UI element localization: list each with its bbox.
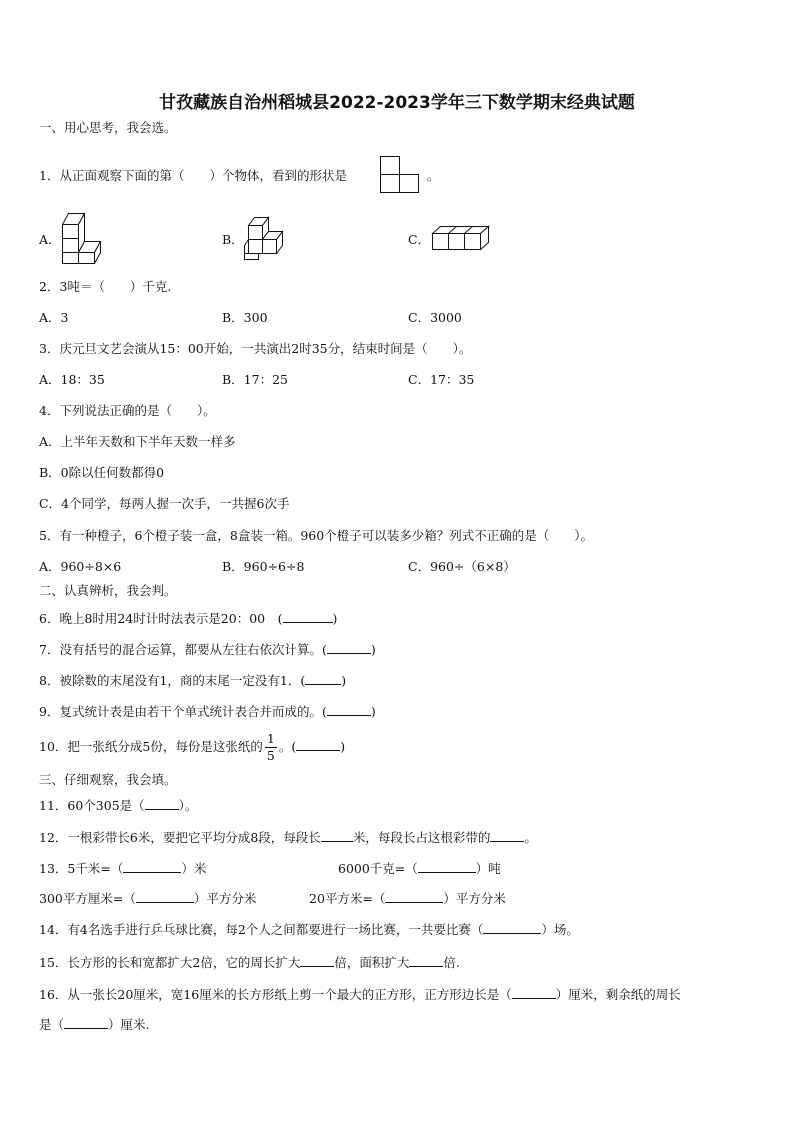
question-15 [39, 954, 460, 972]
question-6 [39, 610, 337, 628]
question-16-row-1 [39, 986, 681, 1004]
option-5c: C．960÷（6×8） [408, 559, 516, 574]
question-16-part-a: 16．从一张长20厘米，宽16厘米的长方形纸上剪一个最大的正方形，正方形边长是（ [39, 987, 512, 1002]
question-14-text: 14．有4名选手进行乒乓球比赛，每2个人之间都要进行一场比赛，一共要比赛（ [39, 922, 484, 937]
question-13-row-1 [39, 860, 206, 878]
question-16-part-c: 是（ [39, 1017, 65, 1032]
question-8 [39, 672, 346, 690]
question-5: 5．有一种橙子，6个橙子装一盒，8盒装一箱。960个橙子可以装多少箱？列式不正确的是（ ）。 [39, 528, 593, 543]
question-12-part-c: 。 [524, 830, 537, 845]
answer-blank[interactable] [145, 797, 179, 810]
question-2: 2．3吨＝（ ）千克. [39, 279, 172, 294]
answer-blank[interactable] [300, 954, 334, 967]
question-3: 3．庆元旦文艺会演从15：00开始，一共演出2时35分，结束时间是（ ）。 [39, 341, 472, 356]
question-13-part-b: 6000千克=（ [338, 861, 418, 876]
question-13-part-a: 13．5千米=（ [39, 861, 124, 876]
answer-blank[interactable] [327, 641, 371, 654]
question-1-text: 1．从正面观察下面的第（ ）个物体，看到的形状是 [39, 168, 347, 183]
question-14 [39, 921, 579, 939]
answer-blank[interactable] [123, 860, 181, 873]
question-12-part-b: 米，每段长占这根彩带的 [352, 830, 491, 845]
answer-blank[interactable] [512, 986, 556, 999]
question-10 [39, 730, 345, 764]
question-15-part-c: 倍. [443, 955, 460, 970]
option-1c: C． [408, 232, 431, 247]
cube-stack-a-icon [60, 211, 100, 265]
question-7-close: ) [370, 642, 376, 657]
question-8-text: 8．被除数的末尾没有1，商的末尾一定没有1．( [39, 673, 306, 688]
answer-blank[interactable] [283, 610, 333, 623]
question-6-text: 6．晚上8时用24时计时法表示是20：00 ( [39, 611, 283, 626]
question-13-row-2 [39, 890, 256, 908]
section-heading-2: 二、认真辨析，我会判。 [39, 583, 177, 598]
question-13-part-b-unit: ）吨 [475, 861, 501, 876]
option-4a: A．上半年天数和下半年天数一样多 [39, 434, 236, 449]
question-7 [39, 641, 376, 659]
option-4c: C．4个同学，每两人握一次手，一共握6次手 [39, 496, 290, 511]
answer-blank[interactable] [385, 890, 443, 903]
question-13-part-d: 20平方米=（ [309, 891, 386, 906]
option-1a: A． [39, 232, 61, 247]
question-14-close: ）场。 [541, 922, 579, 937]
question-11 [39, 797, 197, 815]
question-8-close: ) [341, 673, 347, 688]
question-1 [39, 167, 347, 185]
answer-blank[interactable] [321, 829, 353, 842]
page-title: 甘孜藏族自治州稻城县2022-2023学年三下数学期末经典试题 [159, 93, 635, 113]
question-9-close: ) [370, 704, 376, 719]
question-6-close: ) [332, 611, 338, 626]
question-10-close: ) [340, 739, 346, 754]
option-2b: B．300 [222, 310, 268, 325]
question-12 [39, 829, 537, 847]
answer-blank[interactable] [490, 829, 524, 842]
question-12-part-a: 12．一根彩带长6米，要把它平均分成8段，每段长 [39, 830, 321, 845]
option-3b: B．17：25 [222, 372, 288, 387]
answer-blank[interactable] [409, 954, 443, 967]
question-11-close: ）。 [178, 798, 198, 813]
option-2c: C．3000 [408, 310, 462, 325]
option-5a: A．960÷8×6 [39, 559, 122, 574]
question-13-part-a-unit: ）米 [181, 861, 207, 876]
question-16-part-b: ）厘米，剩余纸的周长 [555, 987, 681, 1002]
question-10-tail: 。( [278, 739, 297, 754]
question-10-text: 10．把一张纸分成5份，每份是这张纸的 [39, 739, 263, 754]
answer-blank[interactable] [483, 921, 541, 934]
question-11-text: 11．60个305是（ [39, 798, 145, 813]
fraction-one-fifth [265, 731, 277, 764]
question-4: 4．下列说法正确的是（ ）。 [39, 403, 216, 418]
fraction-numerator: 1 [266, 731, 275, 746]
question-13-part-b-wrap [338, 860, 501, 878]
question-16-part-d: ）厘米. [108, 1017, 150, 1032]
question-16-row-2 [39, 1016, 150, 1034]
section-heading-1: 一、用心思考，我会选。 [39, 120, 177, 135]
option-3c: C．17：35 [408, 372, 475, 387]
question-9-text: 9．复式统计表是由若干个单式统计表合并而成的。( [39, 704, 327, 719]
answer-blank[interactable] [418, 860, 476, 873]
question-9 [39, 703, 376, 721]
question-15-part-b: 倍，面积扩大 [334, 955, 410, 970]
question-13-part-d-unit: ）平方分米 [443, 891, 506, 906]
cube-row-c-icon [430, 224, 490, 252]
cube-stack-b-icon [244, 215, 290, 261]
question-13-part-c: 300平方厘米=（ [39, 891, 136, 906]
section-heading-3: 三、仔细观察，我会填。 [39, 772, 177, 787]
option-3a: A．18：35 [39, 372, 105, 387]
option-4b: B．0除以任何数都得0 [39, 465, 165, 480]
question-1-tail: 。 [427, 168, 440, 183]
answer-blank[interactable] [305, 672, 341, 685]
front-view-shape-icon [380, 156, 420, 194]
answer-blank[interactable] [327, 703, 371, 716]
answer-blank[interactable] [296, 738, 340, 751]
answer-blank[interactable] [136, 890, 194, 903]
answer-blank[interactable] [64, 1016, 108, 1029]
option-2a: A．3 [39, 310, 69, 325]
question-15-part-a: 15．长方形的长和宽都扩大2倍，它的周长扩大 [39, 955, 301, 970]
question-7-text: 7．没有括号的混合运算，都要从左往右依次计算。( [39, 642, 327, 657]
option-1b: B． [222, 232, 244, 247]
question-13-part-d-wrap [309, 890, 506, 908]
option-5b: B．960÷6÷8 [222, 559, 305, 574]
fraction-denominator: 5 [266, 748, 275, 763]
question-13-part-c-unit: ）平方分米 [193, 891, 257, 906]
